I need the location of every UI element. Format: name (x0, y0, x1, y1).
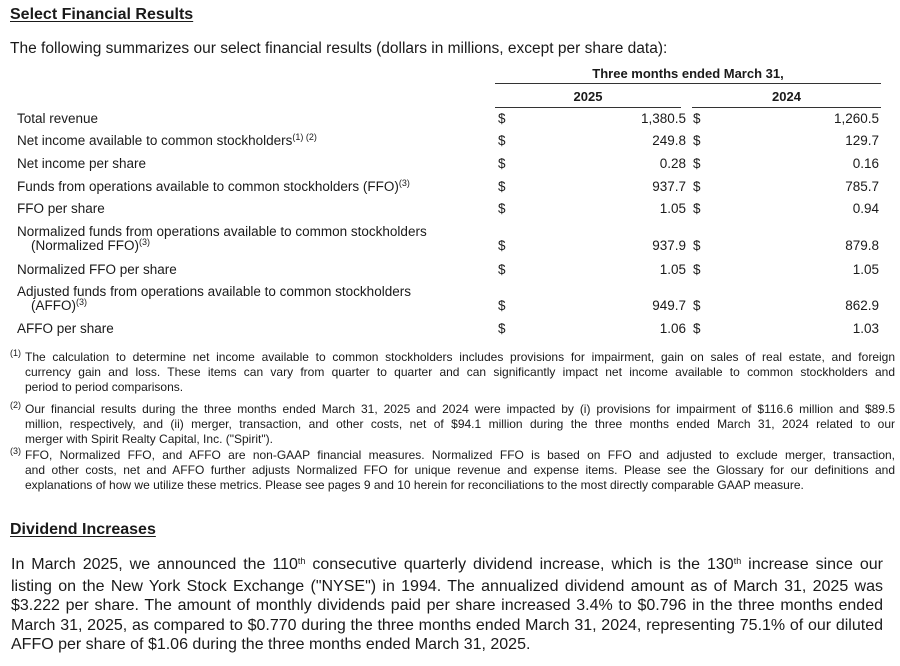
value-2025: 937.9 (652, 238, 686, 253)
footnote-ref: (3) (139, 237, 151, 247)
row-label: AFFO per share (17, 321, 114, 336)
footnote-ref: (3) (76, 297, 87, 307)
footnote-ref: (1) (2) (292, 132, 317, 142)
value-2025: 1.05 (659, 201, 686, 216)
currency-symbol: $ (693, 133, 701, 148)
footnote (10, 348, 895, 398)
currency-symbol: $ (498, 262, 506, 277)
footnote-line: period to period comparisons. (25, 380, 184, 394)
footnote-line: The calculation to determine net income available to common stockholders includes provisions for impairment, gain on sales of real estate, and foreign (25, 350, 895, 364)
footnote-marker: (2) (10, 400, 21, 410)
value-2025: 1.05 (659, 262, 686, 277)
currency-symbol: $ (498, 298, 506, 313)
footnote-line: currency gain and loss. These items can vary from quarter to quarter and can significantly impact net income available to common stockholders and (25, 365, 895, 379)
value-2024: 1.05 (852, 262, 879, 277)
ordinal-suffix: th (733, 556, 742, 566)
value-2025: 1.06 (659, 321, 686, 336)
value-2024: 1,260.5 (833, 111, 879, 126)
row-label-continued: (Normalized FFO)$^{(3)}$ (31, 237, 151, 253)
currency-symbol: $ (498, 179, 506, 194)
value-2024: 785.7 (845, 179, 879, 194)
footnote-line: Our financial results during the three months ended March 31, 2025 and 2024 were impacted by (i) provisions for impairment of $116.6 million and $89.5 (25, 402, 895, 416)
value-2025: 249.8 (652, 133, 686, 148)
currency-symbol: $ (693, 262, 701, 277)
currency-symbol: $ (693, 298, 701, 313)
value-2024: 0.16 (852, 156, 879, 171)
value-2024: 1.03 (852, 321, 879, 336)
row-label: Funds from operations available to common stockholders (FFO)$^{(3)}$ (17, 178, 410, 194)
footnote-line: million, respectively, and (ii) merger, transaction, and other costs, net of $94.1 million during the three months ended March 31, 2024 related to our (25, 417, 895, 431)
row-label: Net income available to common stockholders$^{(1) (2)}$ (17, 132, 317, 148)
footnote-marker: (1) (10, 348, 21, 358)
value-2024: 129.7 (845, 133, 879, 148)
currency-symbol: $ (693, 238, 701, 253)
footnote-line: merger with Spirit Realty Capital, Inc. ("Spirit"). (25, 432, 273, 446)
value-2025: 0.28 (659, 156, 686, 171)
paragraph-line: listing on the New York Stock Exchange ("NYSE") in 1994. The annualized dividend amount as of March 31, 2025 was (11, 577, 883, 595)
currency-symbol: $ (693, 111, 701, 126)
row-label: Total revenue (17, 111, 99, 126)
row-label: FFO per share (17, 201, 105, 216)
currency-symbol: $ (693, 321, 701, 336)
section-title-dividend-increases: Dividend Increases (10, 521, 156, 538)
row-label: Normalized FFO per share (17, 262, 177, 277)
currency-symbol: $ (498, 201, 506, 216)
paragraph-line: AFFO per share of $1.06 during the three months ended March 31, 2025. (11, 636, 531, 653)
year-header-2025: 2025 (495, 89, 681, 108)
year-header-2024: 2024 (692, 89, 881, 108)
footnote-line: FFO, Normalized FFO, and AFFO are non-GAAP financial measures. Normalized FFO is based on FFO and adjusted to exclude merger, transaction, (25, 448, 895, 462)
period-header: Three months ended March 31, (495, 66, 881, 84)
currency-symbol: $ (498, 156, 506, 171)
currency-symbol: $ (498, 133, 506, 148)
row-label: Adjusted funds from operations available to common stockholders (17, 284, 411, 299)
paragraph-line: In March 2025, we announced the 110th consecutive quarterly dividend increase, which is the 130th increase since our (11, 556, 883, 573)
currency-symbol: $ (693, 179, 701, 194)
intro-text: The following summarizes our select financial results (dollars in millions, except per share data): (10, 40, 668, 57)
footnote-ref: (3) (398, 178, 410, 188)
table-row (0, 224, 900, 260)
footnote-line: explanations of how we utilize these metrics. Please see pages 9 and 10 herein for reconciliations to the most directly comparable GAAP measure. (25, 478, 804, 492)
value-2024: 0.94 (852, 201, 879, 216)
value-2024: 879.8 (845, 238, 879, 253)
row-label: Net income per share (17, 156, 147, 171)
value-2025: 1,380.5 (640, 111, 686, 126)
value-2025: 937.7 (652, 179, 686, 194)
row-label: Normalized funds from operations available to common stockholders (17, 224, 427, 239)
table-row (0, 284, 900, 320)
section-title-financial-results: Select Financial Results (10, 6, 194, 23)
footnote (10, 400, 895, 450)
row-label-continued: (AFFO)$^{(3)}$ (31, 297, 87, 313)
value-2024: 862.9 (845, 298, 879, 313)
currency-symbol: $ (498, 238, 506, 253)
dividend-paragraph (11, 555, 883, 655)
currency-symbol: $ (498, 321, 506, 336)
currency-symbol: $ (693, 201, 701, 216)
footnote-marker: (3) (10, 446, 21, 456)
currency-symbol: $ (498, 111, 506, 126)
ordinal-suffix: th (297, 556, 306, 566)
paragraph-line: March 31, 2025, as compared to $0.770 during the three months ended March 31, 2024, representing 75.1% of our diluted (11, 616, 883, 634)
value-2025: 949.7 (652, 298, 686, 313)
paragraph-line: $3.222 per share. The amount of monthly dividends paid per share increased 3.4% to $0.796 in the three months ended (11, 597, 883, 614)
footnote-line: and other costs, net and AFFO further adjusts Normalized FFO for unique revenue and expense items. Please see the Glossary for our definitions and (25, 463, 895, 477)
currency-symbol: $ (693, 156, 701, 171)
footnote (10, 446, 895, 496)
